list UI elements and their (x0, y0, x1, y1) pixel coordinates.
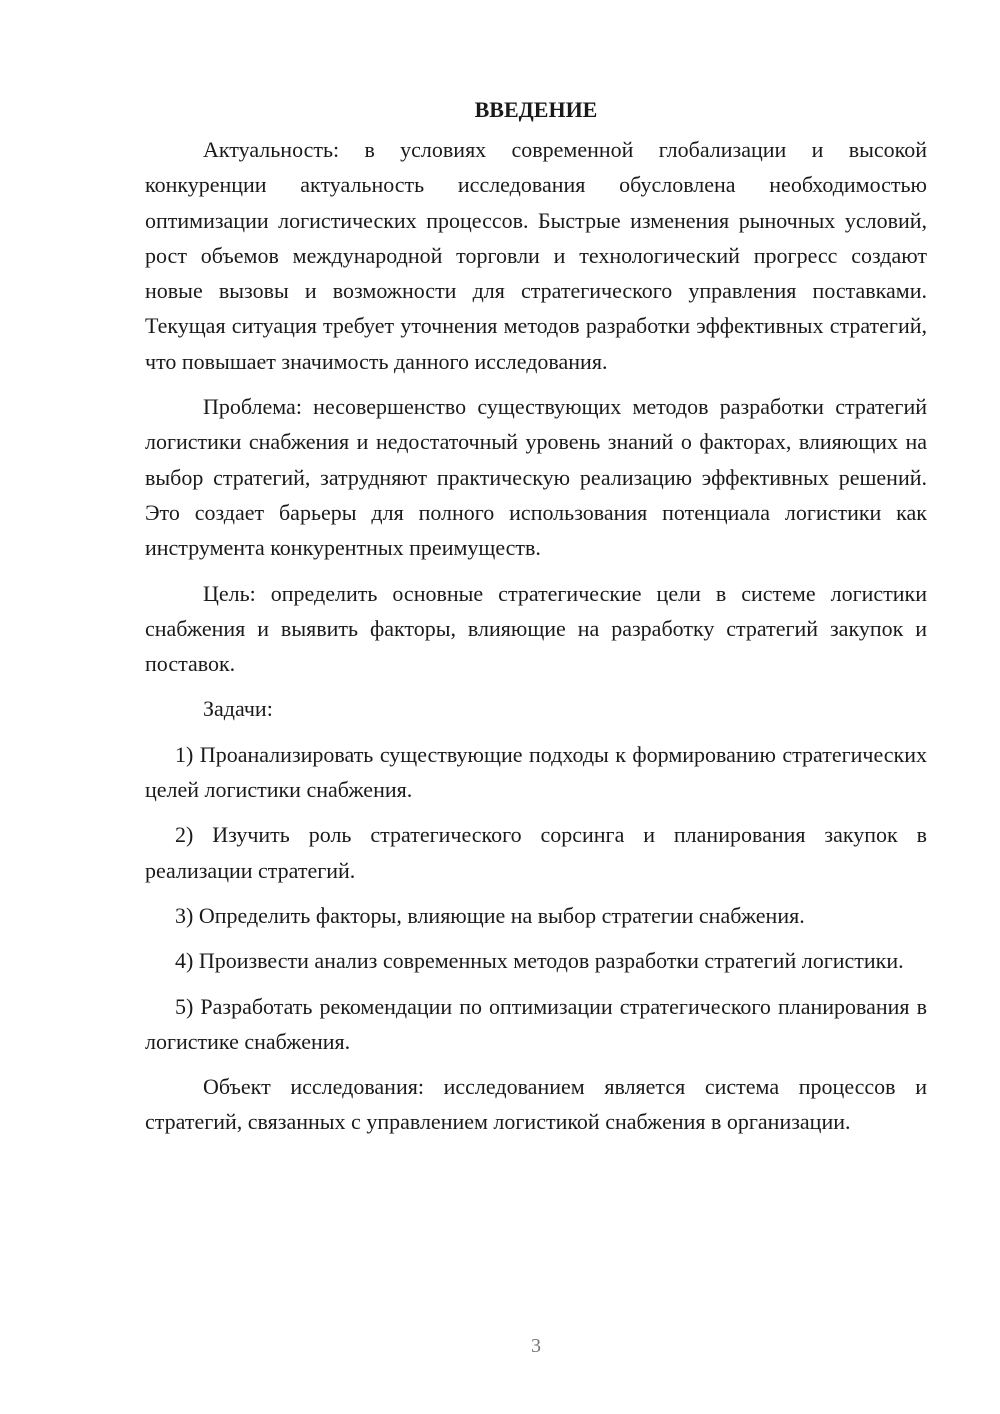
task-item-3: 3) Определить факторы, влияющие на выбор стратегии снабжения. (175, 902, 805, 928)
paragraph-problem: Проблема: несовершенство существующих методов разработки стратегий логистики снабжения и недостаточный уровень знаний о факторах, влияющих на выбор стратегий, затрудняют практическую реализацию эффективных решений. Это создает барьеры для полного использования потенциала логистики как инструмента конкурентных преимуществ. (145, 394, 927, 561)
task-item-4: 4) Произвести анализ современных методов разработки стратегий логистики. (175, 948, 904, 974)
task-item-2: 2) Изучить роль стратегического сорсинга и планирования закупок в реализации стратегий. (145, 822, 927, 883)
task-item-5: 5) Разработать рекомендации по оптимизации стратегического планирования в логистике снабжения. (145, 993, 927, 1054)
page-title: ВВЕДЕНИЕ (474, 97, 598, 122)
paragraph-goal: Цель: определить основные стратегические цели в системе логистики снабжения и выявить факторы, влияющие на разработку стратегий закупок и поставок. (145, 580, 927, 677)
paragraph-object: Объект исследования: исследованием является система процессов и стратегий, связанных с управлением логистикой снабжения в организации. (145, 1074, 927, 1135)
tasks-label: Задачи: (203, 696, 273, 722)
task-item-1: 1) Проанализировать существующие подходы к формированию стратегических целей логистики снабжения. (145, 741, 927, 803)
document-page (145, 92, 927, 1150)
page-number: 3 (531, 1335, 541, 1357)
task-list (145, 737, 927, 1059)
paragraph-relevance: Актуальность: в условиях современной глобализации и высокой конкуренции актуальность исследования обусловлена необходимостью оптимизации логистических процессов. Быстрые изменения рыночных условий, рост объемов международной торговли и технологический прогресс создают новые вызовы и возможности для стратегического управления поставками. Текущая ситуация требует уточнения методов разработки эффективных стратегий, что повышает значимость данного исследования. (145, 137, 927, 374)
